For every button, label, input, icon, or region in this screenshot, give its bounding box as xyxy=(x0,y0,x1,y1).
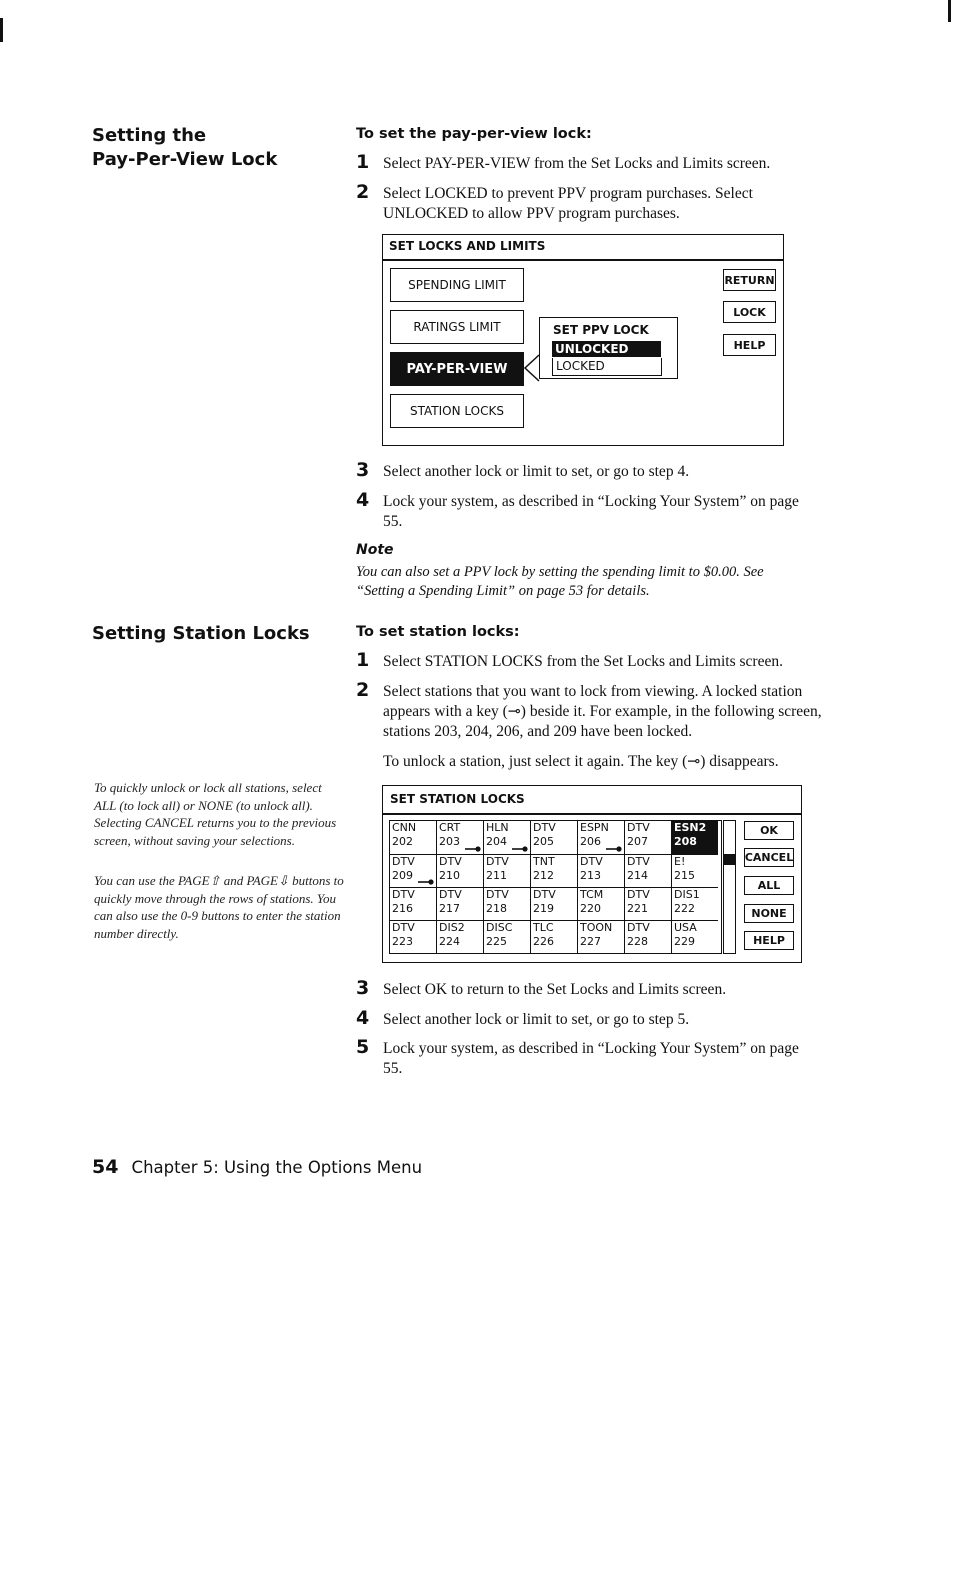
station-number: 217 xyxy=(439,902,460,915)
station-number: 202 xyxy=(392,835,413,848)
station-number: 219 xyxy=(533,902,554,915)
station-number: 214 xyxy=(627,869,648,882)
step-number: 2 xyxy=(356,181,370,203)
station-cell[interactable] xyxy=(436,887,483,920)
station-number: 215 xyxy=(674,869,695,882)
return-button[interactable]: RETURN xyxy=(723,269,776,291)
station-call-sign: DIS1 xyxy=(674,888,700,901)
key-icon xyxy=(465,846,481,852)
station-number: 218 xyxy=(486,902,507,915)
title-divider xyxy=(383,259,783,261)
scrollbar[interactable] xyxy=(723,820,736,954)
scan-edge-mark xyxy=(0,18,3,42)
help-button[interactable]: HELP xyxy=(744,931,794,950)
note-text: You can also set a PPV lock by setting the spending limit to $0.00. See “Setting a Spending Limit” on page 53 for details. xyxy=(356,564,764,599)
option-unlocked[interactable]: UNLOCKED xyxy=(552,341,661,357)
station-number: 223 xyxy=(392,935,413,948)
screen-title: SET LOCKS AND LIMITS xyxy=(389,239,546,253)
station-call-sign: DTV xyxy=(392,855,415,868)
screen-title: SET STATION LOCKS xyxy=(390,792,525,806)
station-number: 222 xyxy=(674,902,695,915)
station-number: 229 xyxy=(674,935,695,948)
sidebar-note: To quickly unlock or lock all stations, select ALL (to lock all) or NONE (to unlock all). Selecting CANCEL returns you to the previous screen, without saving your selections. xyxy=(94,780,337,848)
station-cell[interactable] xyxy=(483,854,530,887)
step-number: 1 xyxy=(356,151,370,173)
procedure-title-station: To set station locks: xyxy=(356,624,520,640)
station-call-sign: DTV xyxy=(439,855,462,868)
station-call-sign: TOON xyxy=(580,921,613,934)
station-call-sign: E! xyxy=(674,855,686,868)
station-cell[interactable] xyxy=(483,821,530,854)
set-locks-screen xyxy=(382,234,784,446)
help-button[interactable]: HELP xyxy=(723,334,776,356)
title-divider xyxy=(383,813,801,815)
step-text: Select OK to return to the Set Locks and Limits screen. xyxy=(383,981,727,998)
menu-station-locks[interactable]: STATION LOCKS xyxy=(390,394,524,428)
station-number: 216 xyxy=(392,902,413,915)
ppv-lock-popup xyxy=(539,317,678,379)
step-text: Select another lock or limit to set, or go to step 4. xyxy=(383,463,690,480)
station-number: 204 xyxy=(486,835,507,848)
station-cell[interactable] xyxy=(483,920,530,953)
step-text: Select STATION LOCKS from the Set Locks and Limits screen. xyxy=(383,653,783,670)
step-text: Select LOCKED to prevent PPV program purchases. Select UNLOCKED to allow PPV program purchases. xyxy=(383,185,753,222)
station-call-sign: TCM xyxy=(580,888,604,901)
station-call-sign: HLN xyxy=(486,821,509,834)
station-number: 228 xyxy=(627,935,648,948)
station-number: 224 xyxy=(439,935,460,948)
station-call-sign: CNN xyxy=(392,821,417,834)
station-number: 226 xyxy=(533,935,554,948)
station-number: 220 xyxy=(580,902,601,915)
station-call-sign: ESN2 xyxy=(674,821,707,834)
heading-ppv-lock: Setting the Pay-Per-View Lock xyxy=(92,125,278,170)
station-cell[interactable] xyxy=(624,854,671,887)
station-cell[interactable] xyxy=(671,887,718,920)
station-cell[interactable] xyxy=(624,887,671,920)
station-call-sign: ESPN xyxy=(580,821,609,834)
note-title: Note xyxy=(356,542,394,558)
station-cell[interactable] xyxy=(530,854,577,887)
station-call-sign: DTV xyxy=(392,888,415,901)
station-cell[interactable] xyxy=(530,887,577,920)
heading-station-locks: Setting Station Locks xyxy=(92,623,310,644)
scrollbar-thumb[interactable] xyxy=(724,854,735,865)
step-number: 4 xyxy=(356,1007,370,1029)
step-number: 3 xyxy=(356,459,370,481)
station-cell[interactable] xyxy=(577,854,624,887)
station-call-sign: DTV xyxy=(486,855,509,868)
station-cell[interactable] xyxy=(624,821,671,854)
procedure-title-ppv: To set the pay-per-view lock: xyxy=(356,126,592,142)
station-call-sign: CRT xyxy=(439,821,461,834)
step-number: 3 xyxy=(356,977,370,999)
station-call-sign: DTV xyxy=(439,888,462,901)
station-cell[interactable] xyxy=(577,821,624,854)
step-text: Lock your system, as described in “Locking Your System” on page 55. xyxy=(383,493,799,530)
station-call-sign: DTV xyxy=(627,888,650,901)
station-call-sign: USA xyxy=(674,921,697,934)
key-icon xyxy=(606,846,622,852)
station-call-sign: DTV xyxy=(533,888,556,901)
station-cell[interactable] xyxy=(577,887,624,920)
key-icon xyxy=(418,879,434,885)
station-cell[interactable] xyxy=(389,920,436,953)
menu-spending-limit[interactable]: SPENDING LIMIT xyxy=(390,268,524,302)
station-cell[interactable] xyxy=(436,920,483,953)
station-number: 225 xyxy=(486,935,507,948)
step-number: 1 xyxy=(356,649,370,671)
station-call-sign: DTV xyxy=(627,921,650,934)
station-number: 207 xyxy=(627,835,648,848)
scan-edge-mark xyxy=(948,0,951,22)
chapter-title: Chapter 5: Using the Options Menu xyxy=(131,1158,423,1177)
lock-button[interactable]: LOCK xyxy=(723,301,776,323)
station-cell[interactable] xyxy=(389,821,436,854)
popup-title: SET PPV LOCK xyxy=(553,323,649,337)
station-call-sign: DTV xyxy=(627,855,650,868)
station-call-sign: TLC xyxy=(533,921,554,934)
step-text: Lock your system, as described in “Locking Your System” on page 55. xyxy=(383,1040,799,1077)
step-text: Select another lock or limit to set, or go to step 5. xyxy=(383,1011,690,1028)
station-number: 211 xyxy=(486,869,507,882)
station-call-sign: DTV xyxy=(533,821,556,834)
cancel-button[interactable]: CANCEL xyxy=(744,848,794,867)
menu-ratings-limit[interactable]: RATINGS LIMIT xyxy=(390,310,524,344)
station-call-sign: DISC xyxy=(486,921,513,934)
station-number: 213 xyxy=(580,869,601,882)
page-number: 54 xyxy=(92,1156,119,1178)
footer xyxy=(92,1156,422,1178)
station-grid xyxy=(389,820,722,954)
station-number: 203 xyxy=(439,835,460,848)
station-cell[interactable] xyxy=(530,920,577,953)
station-call-sign: DTV xyxy=(486,888,509,901)
station-call-sign: TNT xyxy=(533,855,555,868)
ok-button[interactable]: OK xyxy=(744,821,794,840)
key-icon xyxy=(512,846,528,852)
station-cell[interactable] xyxy=(389,887,436,920)
none-button[interactable]: NONE xyxy=(744,904,794,923)
station-number: 212 xyxy=(533,869,554,882)
station-call-sign: DTV xyxy=(580,855,603,868)
step-number: 4 xyxy=(356,489,370,511)
station-cell[interactable] xyxy=(436,854,483,887)
station-number: 206 xyxy=(580,835,601,848)
sidebar-note: You can use the PAGE⇧ and PAGE⇩ buttons to quickly move through the rows of stations. You can also use the 0-9 buttons to enter the station number directly. xyxy=(94,873,344,941)
station-number: 221 xyxy=(627,902,648,915)
station-cell[interactable] xyxy=(624,920,671,953)
menu-pay-per-view[interactable]: PAY-PER-VIEW xyxy=(390,352,524,386)
station-cell[interactable] xyxy=(436,821,483,854)
all-button[interactable]: ALL xyxy=(744,876,794,895)
station-cell[interactable] xyxy=(671,920,718,953)
station-locks-screen xyxy=(382,785,802,963)
station-cell[interactable] xyxy=(577,920,624,953)
station-number: 208 xyxy=(674,835,697,848)
station-cell[interactable] xyxy=(671,821,718,854)
station-number: 227 xyxy=(580,935,601,948)
step-number: 5 xyxy=(356,1036,370,1058)
station-cell[interactable] xyxy=(389,854,436,887)
station-call-sign: DTV xyxy=(392,921,415,934)
station-call-sign: DTV xyxy=(627,821,650,834)
station-number: 210 xyxy=(439,869,460,882)
step-number: 2 xyxy=(356,679,370,701)
station-cell[interactable] xyxy=(671,854,718,887)
station-number: 205 xyxy=(533,835,554,848)
option-locked[interactable]: LOCKED xyxy=(552,358,662,376)
unlock-text: To unlock a station, just select it again. The key (⊸) disappears. xyxy=(383,753,779,770)
station-cell[interactable] xyxy=(483,887,530,920)
station-call-sign: DIS2 xyxy=(439,921,465,934)
station-number: 209 xyxy=(392,869,413,882)
station-cell[interactable] xyxy=(530,821,577,854)
step-text: Select PAY-PER-VIEW from the Set Locks and Limits screen. xyxy=(383,155,771,172)
step-text: Select stations that you want to lock from viewing. A locked station appears with a key (⊸) beside it. For example, in the following screen, stations 203, 204, 206, and 209 have been locked. xyxy=(383,683,822,740)
